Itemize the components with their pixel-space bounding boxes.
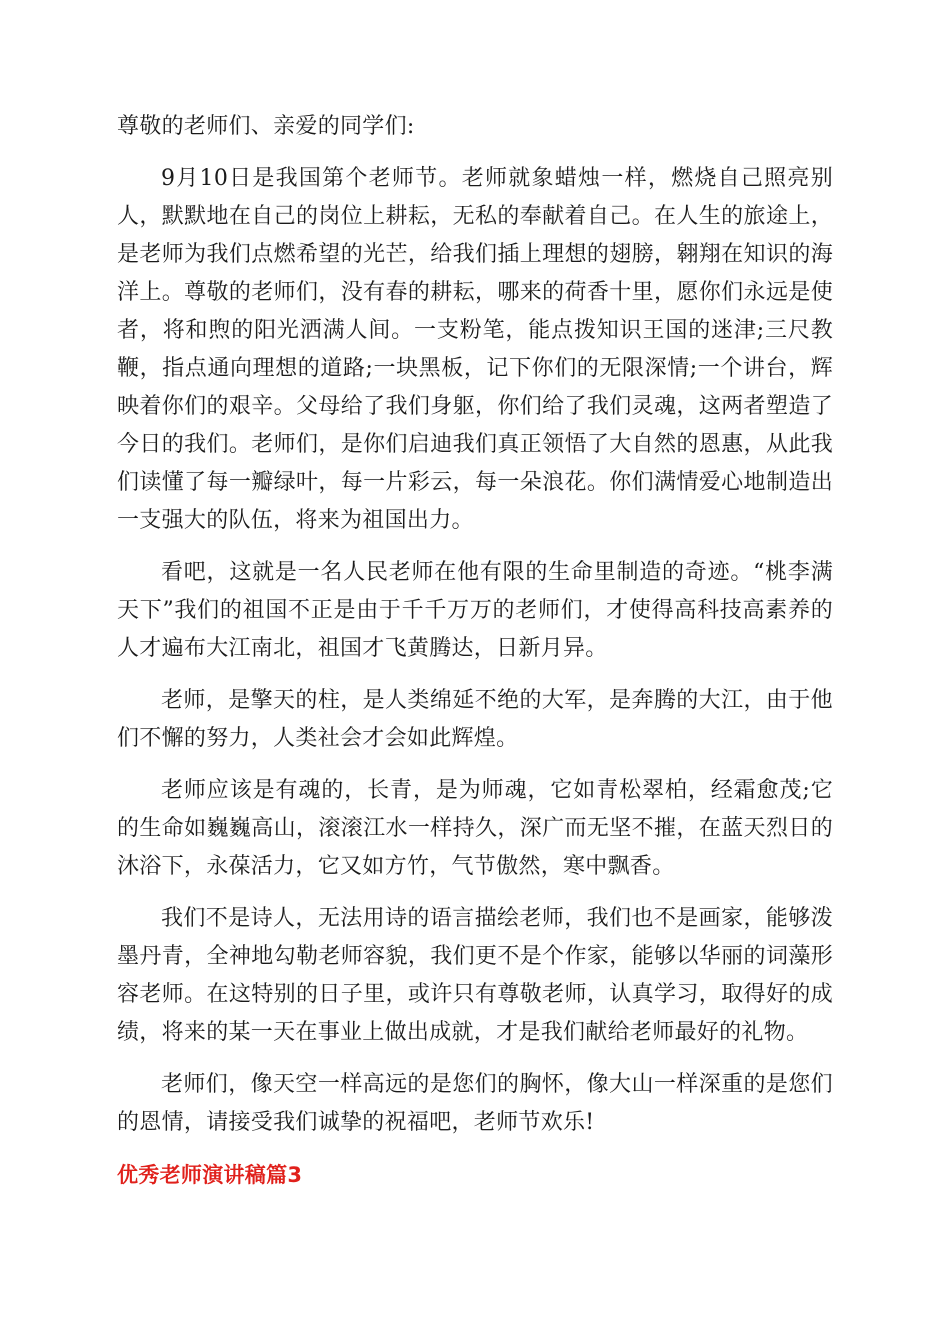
paragraph: 老师们，像天空一样高远的是您们的胸怀，像大山一样深重的是您们的恩情，请接受我们诚挚的祝福吧，老师节欢乐! [117,1072,833,1135]
document-body [117,108,833,1194]
paragraph: 老师，是擎天的柱，是人类绵延不绝的大军，是奔腾的大江，由于他们不懈的努力，人类社会才会如此辉煌。 [117,688,833,751]
paragraph: 老师应该是有魂的，长青，是为师魂，它如青松翠柏，经霜愈茂;它的生命如巍巍高山，滚滚江水一样持久，深广而无坚不摧，在蓝天烈日的沐浴下，永葆活力，它又如方竹，气节傲然，寒中飘香。 [117,778,833,879]
greeting-line: 尊敬的老师们、亲爱的同学们: [117,114,415,139]
paragraph: 看吧，这就是一名人民老师在他有限的生命里制造的奇迹。“桃李满天下”我们的祖国不正是由于千千万万的老师们，才使得高科技高素养的人才遍布大江南北，祖国才飞黄腾达，日新月异。 [117,560,833,661]
section-heading: 优秀老师演讲稿篇3 [117,1163,303,1187]
paragraph: 9月10日是我国第个老师节。老师就象蜡烛一样，燃烧自己照亮别人，默默地在自己的岗位上耕耘，无私的奉献着自己。在人生的旅途上，是老师为我们点燃希望的光芒，给我们插上理想的翅膀，翱翔在知识的海洋上。尊敬的老师们，没有春的耕耘，哪来的荷香十里，愿你们永远是使者，将和煦的阳光洒满人间。一支粉笔，能点拨知识王国的迷津;三尺教鞭，指点通向理想的道路;一块黑板，记下你们的无限深情;一个讲台，辉映着你们的艰辛。父母给了我们身躯，你们给了我们灵魂，这两者塑造了今日的我们。老师们，是你们启迪我们真正领悟了大自然的恩惠，从此我们读懂了每一瓣绿叶，每一片彩云，每一朵浪花。你们满情爱心地制造出一支强大的队伍，将来为祖国出力。 [117,166,833,533]
paragraph: 我们不是诗人，无法用诗的语言描绘老师，我们也不是画家，能够泼墨丹青，全神地勾勒老师容貌，我们更不是个作家，能够以华丽的词藻形容老师。在这特别的日子里，或许只有尊敬老师，认真学习，取得好的成绩，将来的某一天在事业上做出成就，才是我们献给老师最好的礼物。 [117,906,833,1045]
